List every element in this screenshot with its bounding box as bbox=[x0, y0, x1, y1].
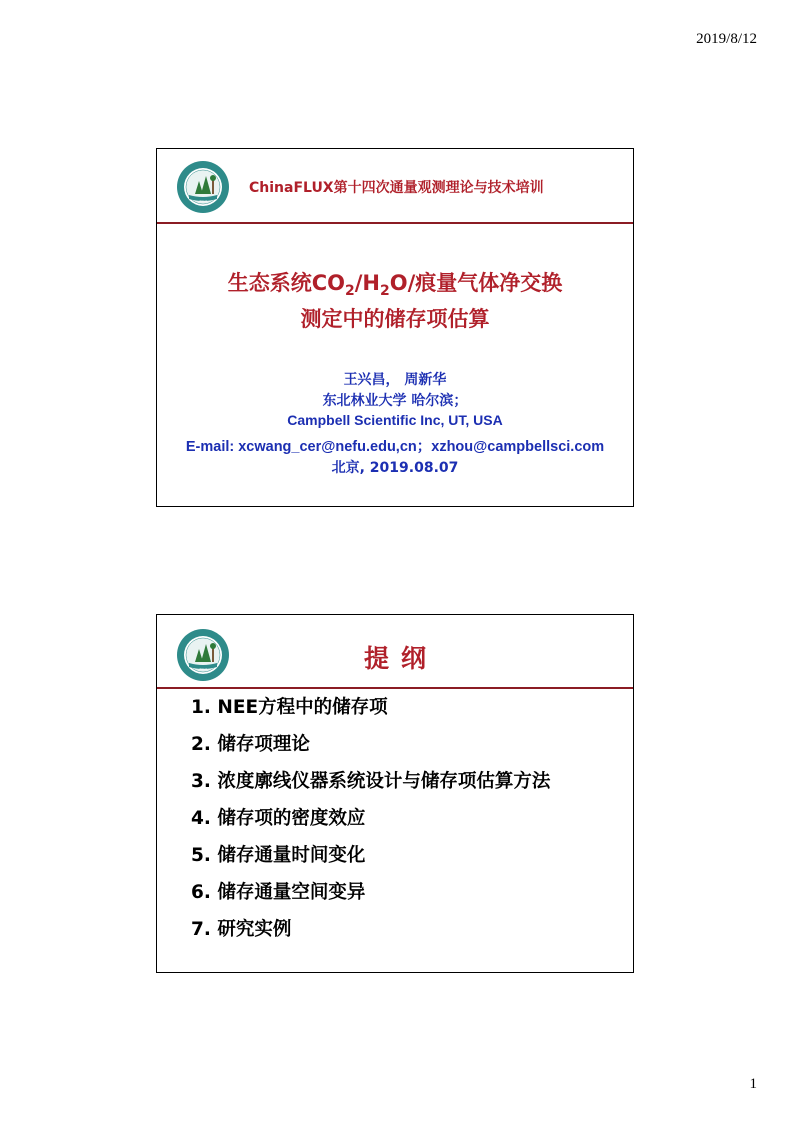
title-part-a: 生态系统CO bbox=[227, 271, 345, 295]
list-item: 4. 储存项的密度效应 bbox=[191, 808, 366, 829]
place-date: 北京, 2019.08.07 bbox=[331, 460, 459, 476]
title-slide bbox=[156, 148, 634, 507]
title-part-c: O/痕量气体净交换 bbox=[389, 271, 563, 295]
list-item: 1. NEE方程中的储存项 bbox=[191, 697, 388, 718]
main-title-line1 bbox=[157, 267, 633, 299]
title-subscript-2: 2 bbox=[379, 283, 390, 299]
list-item: 6. 储存通量空间变异 bbox=[191, 882, 366, 903]
svg-text:2014: 2014 bbox=[199, 667, 207, 671]
list-item: 2. 储存项理论 bbox=[191, 734, 310, 755]
outline-title: 提纲 bbox=[363, 644, 438, 673]
affiliation: 东北林业大学 哈尔滨； bbox=[322, 393, 468, 409]
email-text: E-mail: xcwang_cer@nefu.edu,cn；xzhou@campbellsci.com bbox=[185, 439, 605, 455]
list-item: 3. 浓度廓线仪器系统设计与储存项估算方法 bbox=[191, 771, 551, 792]
main-title-line2: 测定中的储存项估算 bbox=[300, 307, 490, 331]
outline-list bbox=[191, 695, 550, 954]
slide-header-title: ChinaFLUX第十四次通量观测理论与技术培训 bbox=[249, 180, 544, 196]
company-text: Campbell Scientific Inc, UT, USA bbox=[287, 412, 503, 428]
email bbox=[157, 435, 633, 456]
page-date: 2019/8/12 bbox=[696, 31, 757, 47]
header-divider bbox=[157, 222, 633, 224]
outline-slide bbox=[156, 614, 634, 973]
chinaflux-logo-icon bbox=[177, 161, 229, 213]
title-part-b: /H bbox=[354, 271, 380, 295]
svg-text:2014: 2014 bbox=[199, 199, 207, 203]
company bbox=[157, 412, 633, 428]
header-divider bbox=[157, 687, 633, 689]
page-number: 1 bbox=[749, 1076, 757, 1092]
list-item: 5. 储存通量时间变化 bbox=[191, 845, 366, 866]
title-subscript-1: 2 bbox=[344, 283, 355, 299]
list-item: 7. 研究实例 bbox=[191, 919, 292, 940]
authors: 王兴昌， 周新华 bbox=[343, 372, 447, 388]
